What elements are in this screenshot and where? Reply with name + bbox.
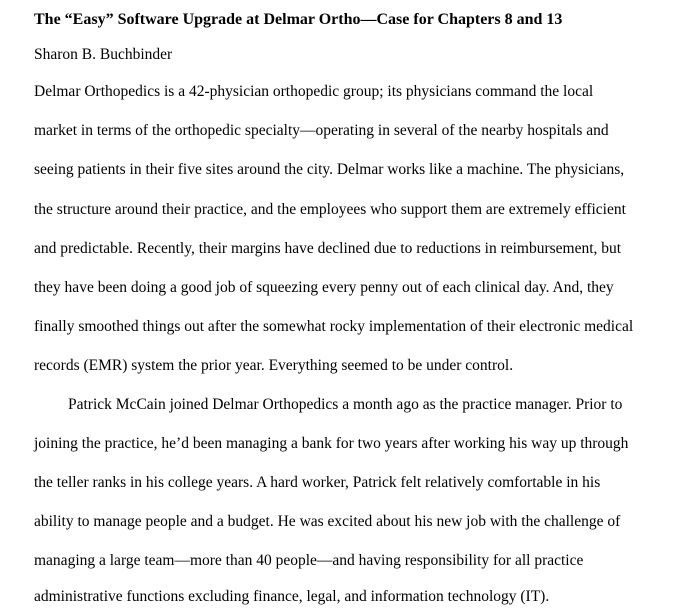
text-line: the teller ranks in his college years. A hard worker, Patrick felt relatively comfortable in his bbox=[34, 474, 601, 491]
text-line: the structure around their practice, and the employees who support them are extremely efficient bbox=[34, 201, 626, 218]
text-line: joining the practice, he’d been managing a bank for two years after working his way up through bbox=[34, 435, 629, 452]
text-line: Patrick McCain joined Delmar Orthopedics a month ago as the practice manager. Prior to bbox=[68, 396, 623, 413]
text-line: seeing patients in their five sites around the city. Delmar works like a machine. The physicians, bbox=[34, 161, 625, 178]
text-line: Delmar Orthopedics is a 42-physician orthopedic group; its physicians command the local bbox=[34, 83, 594, 100]
author-name: Sharon B. Buchbinder bbox=[34, 46, 173, 63]
text-line: they have been doing a good job of squeezing every penny out of each clinical day. And, they bbox=[34, 279, 614, 296]
text-line: records (EMR) system the prior year. Everything seemed to be under control. bbox=[34, 357, 514, 374]
case-title: The “Easy” Software Upgrade at Delmar Ortho—Case for Chapters 8 and 13 bbox=[34, 11, 563, 28]
text-line: managing a large team—more than 40 people—and having responsibility for all practice bbox=[34, 552, 584, 569]
text-line: ability to manage people and a budget. He was excited about his new job with the challenge of bbox=[34, 513, 621, 530]
text-line: administrative functions excluding finance, legal, and information technology (IT). bbox=[34, 588, 550, 605]
text-line: finally smoothed things out after the somewhat rocky implementation of their electronic medical bbox=[34, 318, 634, 335]
text-line: market in terms of the orthopedic specialty—operating in several of the nearby hospitals and bbox=[34, 122, 609, 139]
text-line: and predictable. Recently, their margins have declined due to reductions in reimbursement, but bbox=[34, 240, 622, 257]
